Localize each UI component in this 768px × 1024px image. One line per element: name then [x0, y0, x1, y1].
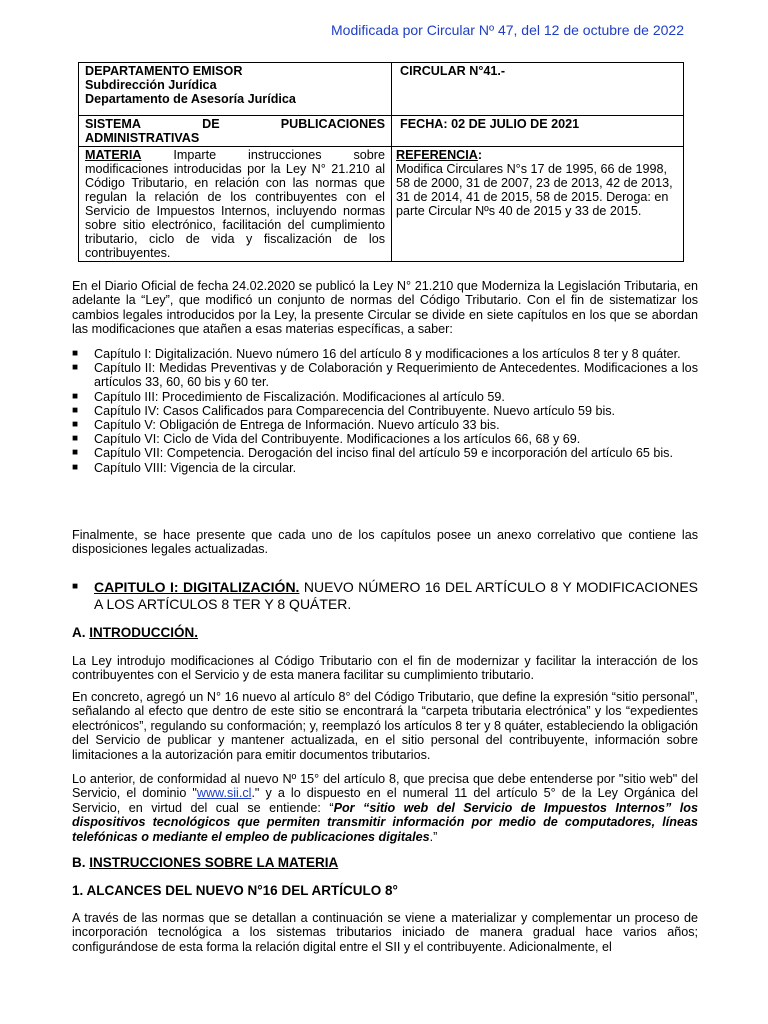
list-item: ■ Capítulo IV: Casos Calificados para Comparecencia del Contribuyente. Nuevo artículo 59 bis.	[72, 403, 616, 418]
section-a-heading: A. INTRODUCCIÓN.	[72, 625, 199, 640]
emisor-line: Subdirección Jurídica	[85, 78, 217, 92]
sistema-word: SISTEMA	[85, 117, 141, 131]
referencia-colon: :	[477, 148, 483, 162]
list-item: ■ Capítulo VI: Ciclo de Vida del Contribuyente. Modificaciones a los artículos 66, 68 y 69.	[72, 432, 581, 447]
materia-cell	[79, 147, 392, 262]
chapter-title-rest: NUEVO NÚMERO 16 DEL ARTÍCULO 8 Y MODIFICACIONES A LOS ARTÍCULOS 8 TER Y 8 QUÁTER.	[94, 579, 698, 612]
modification-note: Modificada por Circular Nº 47, del 12 de octubre de 2022	[331, 22, 684, 38]
chapter-title: CAPITULO I: DIGITALIZACIÓN.	[94, 579, 300, 595]
sistema-word: PUBLICACIONES	[280, 117, 385, 131]
section-b-heading: B. INSTRUCCIONES SOBRE LA MATERIA	[72, 855, 339, 870]
referencia-text: Modifica Circulares N°s 17 de 1995, 66 de 1998, 58 de 2000, 31 de 2007, 23 de 2013, 42 de 2013, 31 de 2014, 41 de 2015, 58 de 2015. Deroga: en parte Circular Nºs 40 de 2015 y 33 de 2015.	[396, 162, 673, 218]
materia-text: Imparte instrucciones sobre modificaciones introducidas por la Ley N° 21.210 al Código Tributario, en relación con las normas que regulan la relación de los contribuyentes con el Servicio de Impuestos Internos, incluyendo normas sobre sitio electrónico, facilitación del cumplimiento tributario, ciclo de vida y fiscalización de los contribuyentes.	[85, 148, 385, 260]
paragraph: La Ley introdujo modificaciones al Código Tributario con el fin de modernizar y facilitar la interacción de los contribuyentes con el Servicio y de esta manera facilitar su cumplimiento tributario.	[72, 654, 698, 683]
list-item: ■ Capítulo VIII: Vigencia de la circular.	[72, 460, 297, 475]
list-item: ■ Capítulo II: Medidas Preventivas y de Colaboración y Requerimiento de Antecedentes. Modificaciones a los artículos 33, 60, 60 bis y 60 ter.	[72, 361, 698, 390]
paragraph: A través de las normas que se detallan a continuación se viene a materializar y complementar un proceso de incorporación tecnológica a los sistemas tributarios iniciado de manera gradual hace varios años; configurándose de esta forma la relación digital entre el SII y el contribuyente. Adicionalmente, el	[72, 911, 698, 954]
sistema-word: DE	[202, 117, 220, 131]
referencia-cell	[392, 147, 684, 262]
emisor-line: Departamento de Asesoría Jurídica	[85, 92, 296, 106]
referencia-label: REFERENCIA	[396, 148, 478, 162]
circular-cell: CIRCULAR N°41.-	[392, 63, 684, 116]
list-item: ■ Capítulo V: Obligación de Entrega de Información. Nuevo artículo 33 bis.	[72, 418, 500, 433]
header-table	[78, 62, 684, 262]
paragraph: Lo anterior, de conformidad al nuevo Nº 15° del artículo 8, que precisa que debe entenderse por "sitio web" del Servicio, el dominio "www.sii.cl." y a lo dispuesto en el numeral 11 del artículo 5° de la Ley Orgánica del Servicio, en virtud del cual se entiende: “Por “sitio web del Servicio de Impuestos Internos” los dispositivos tecnológicos que permiten transmitir información por medio de computadores, líneas telefónicas o mediante el empleo de publicaciones digitales.”	[72, 772, 698, 844]
chapter-heading	[72, 579, 698, 612]
sistema-cell	[79, 116, 392, 147]
list-item: ■ Capítulo VII: Competencia. Derogación del inciso final del artículo 59 e incorporación del artículo 65 bis.	[72, 446, 673, 461]
intro-paragraph: En el Diario Oficial de fecha 24.02.2020 se publicó la Ley N° 21.210 que Moderniza la Legislación Tributaria, en adelante la “Ley”, que modificó un conjunto de normas del Código Tributario. Con el fin de sistematizar los cambios legales introducidos por la Ley, la presente Circular se divide en siete capítulos en los que se abordan las modificaciones que atañen a esas materias específicas, a saber:	[72, 279, 698, 337]
finalmente-paragraph: Finalmente, se hace presente que cada uno de los capítulos posee un anexo correlativo que contiene las disposiciones legales actualizadas.	[72, 528, 698, 557]
materia-label: MATERIA	[85, 148, 142, 162]
list-item: ■ Capítulo I: Digitalización. Nuevo número 16 del artículo 8 y modificaciones a los artículos 8 ter y 8 quáter.	[72, 347, 681, 361]
chapter-list	[72, 347, 698, 475]
list-item: ■ Capítulo III: Procedimiento de Fiscalización. Modificaciones al artículo 59.	[72, 389, 505, 404]
emisor-line: DEPARTAMENTO EMISOR	[85, 64, 243, 78]
list-item: ■ CAPITULO I: DIGITALIZACIÓN. NUEVO NÚMERO 16 DEL ARTÍCULO 8 Y MODIFICACIONES A LOS ARTÍCULOS 8 TER Y 8 QUÁTER.	[72, 579, 698, 612]
section-1-heading: 1. ALCANCES DEL NUEVO N°16 DEL ARTÍCULO 8°	[72, 883, 398, 898]
emisor-cell	[79, 63, 392, 116]
sii-link[interactable]: www.sii.cl	[196, 786, 252, 801]
sistema-line2: ADMINISTRATIVAS	[85, 131, 200, 145]
fecha-cell: FECHA: 02 DE JULIO DE 2021	[392, 116, 684, 147]
paragraph: En concreto, agregó un N° 16 nuevo al artículo 8° del Código Tributario, que define la expresión “sitio personal”, señalando al efecto que dentro de este sitio se encontrará la “carpeta tributaria electrónica” y los “expedientes electrónicos”, regulando su conformación; y, reemplazó los artículos 8 ter y 8 quáter, estableciendo la obligación del Servicio de publicar y mantener actualizada, en el sitio personal del contribuyente, información sobre limitaciones a la autorización para emitir documentos tributarios.	[72, 690, 698, 762]
